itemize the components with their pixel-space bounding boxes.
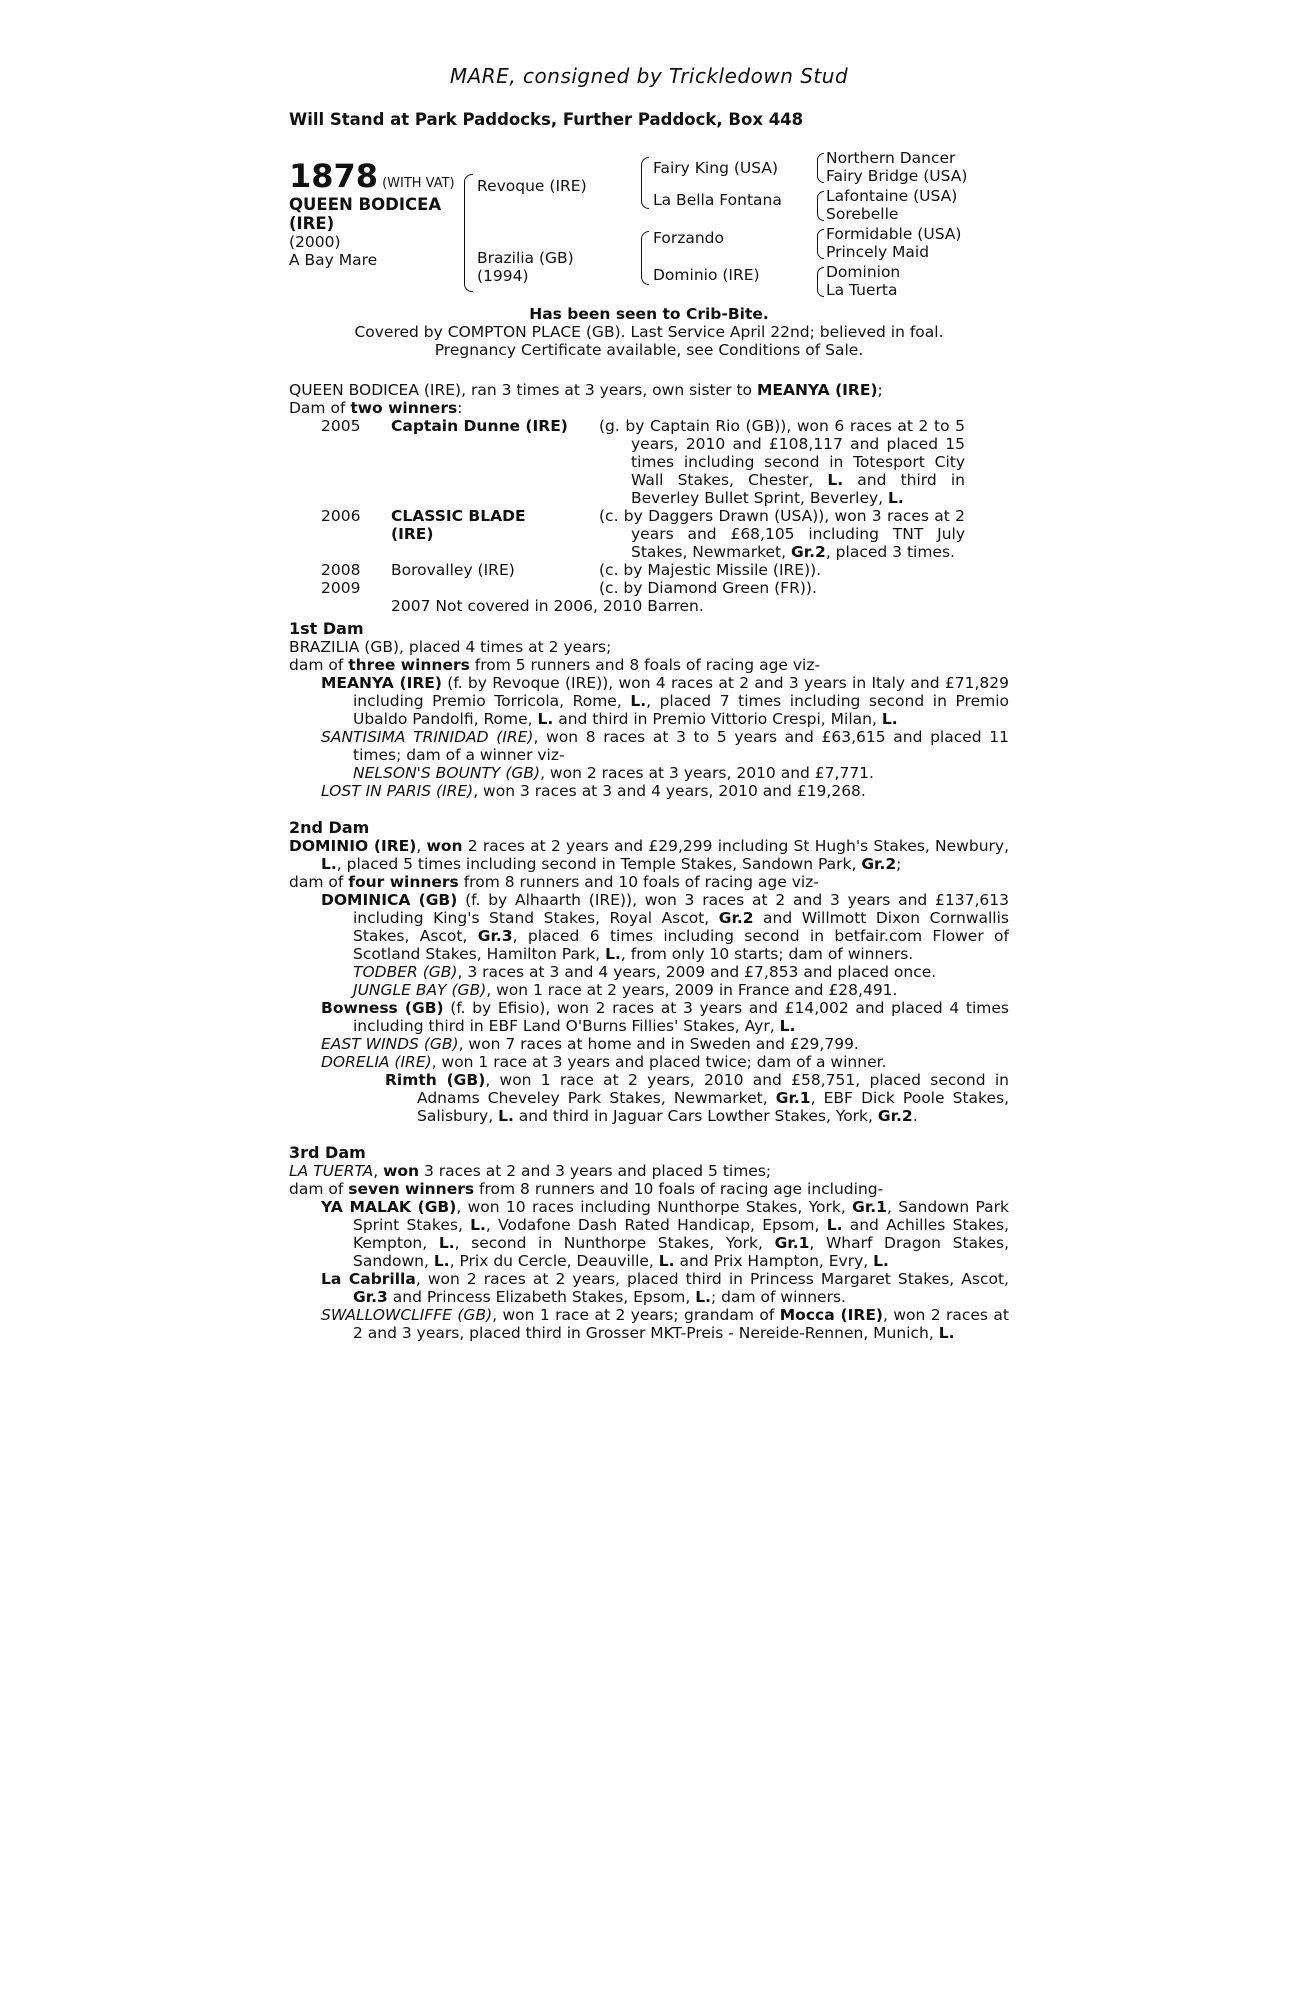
sire-sire-sire: Northern Dancer [826,149,956,167]
text: and Princess Elizabeth Stakes, Epsom, [387,1288,696,1306]
grade: L. [779,1017,796,1035]
horse-name: DOMINIO (IRE) [289,837,417,855]
second-dam-heading: 2nd Dam [289,818,370,837]
grade: L. [938,1324,955,1342]
grade: L. [470,1216,486,1234]
horse-name: SWALLOWCLIFFE (GB) [321,1306,493,1324]
horse-name: EAST WINDS (GB) [321,1035,459,1053]
winners-count: three winners [348,656,470,674]
grade: L. [695,1288,712,1306]
horse-name: MEANYA (IRE) [321,674,442,692]
progeny-desc-text: (c. by Daggers Drawn (USA)), won 3 races at 2 years and £68,105 including TNT July Stakes, Newmarket, [599,507,965,561]
horse-name: Rimth (GB) [385,1071,486,1089]
third-dam-heading: 3rd Dam [289,1143,366,1162]
dam-dam: Dominio (IRE) [653,266,760,284]
grade: L. [873,1252,889,1270]
grade: L. [658,1252,675,1270]
grade: Gr.1 [775,1089,811,1107]
pedigree-block [289,149,1009,309]
grade: Gr.3 [353,1288,388,1306]
santisima-entry [289,728,1009,764]
grade: L. [537,710,554,728]
winners-count: two winners [350,399,458,417]
progeny-desc: (c. by Majestic Missile (IRE)). [599,561,822,579]
text: , from only 10 starts; dam of winners. [620,945,914,963]
text: from 5 runners and 8 foals of racing age viz- [469,656,821,674]
horse-name: SANTISIMA TRINIDAD (IRE) [321,728,534,746]
progeny-desc [599,417,1009,507]
sd-brace [817,191,824,221]
progeny-desc: (c. by Diamond Green (FR)). [599,579,817,597]
grade: Gr.2 [718,909,754,927]
text: , placed 5 times including second in Temple Stakes, Sandown Park, [336,855,862,873]
horse-name: YA MALAK (GB) [321,1198,457,1216]
intro-end: ; [877,381,883,399]
pedigree-brace [464,174,473,292]
grade: Gr.1 [852,1198,887,1216]
text: , won 1 race at 3 years and placed twice; dam of a winner. [431,1053,887,1071]
first-dam-produce-line [289,656,1009,674]
meanya-entry [289,674,1009,728]
jungle-bay-entry [289,981,1009,999]
sire-dam-sire: Lafontaine (USA) [826,187,958,205]
dam-of-text: Dam of [289,399,351,417]
text: , won 8 races at 3 to 5 years and £63,615 and placed 11 times; dam of a winner viz- [353,728,1009,764]
horse-name: Mocca (IRE) [779,1306,883,1324]
progeny-desc-grade: L. [827,471,844,489]
dam-sire: Forzando [653,229,724,247]
winners-count: four winners [348,873,459,891]
progeny-desc-text: , placed 3 times. [825,543,955,561]
text: and Prix Hampton, Evry, [674,1252,874,1270]
intro-sister: MEANYA (IRE) [756,381,878,399]
nelson-entry [289,764,1009,782]
won-label: won [383,1162,420,1180]
sire-sire: Fairy King (USA) [653,159,778,177]
dominica-entry [289,891,1009,963]
text: , Prix du Cercle, Deauville, [449,1252,659,1270]
east-winds-entry [289,1035,1009,1053]
crib-bite-note: Has been seen to Crib-Bite. [529,305,769,323]
dam-sire-sire: Formidable (USA) [826,225,962,243]
dd-brace [817,267,824,297]
grade: L. [605,945,621,963]
dam-dam-dam: La Tuerta [826,281,898,299]
progeny-name [391,579,599,597]
horse-name: LA TUERTA [289,1162,374,1180]
text: dam of [289,873,349,891]
grade: L. [826,1216,843,1234]
text: , won 2 races at 3 years, 2010 and £7,771. [540,764,874,782]
ya-malak-entry [289,1198,1009,1270]
horse-name: NELSON'S BOUNTY (GB) [353,764,541,782]
horse-name: Bowness (GB) [321,999,444,1017]
text: , won 2 races at 2 years, placed third in Princess Margaret Stakes, Ascot, [415,1270,1009,1288]
text: and third in Jaguar Cars Lowther Stakes, York, [513,1107,878,1125]
text: , won 1 race at 2 years; grandam of [492,1306,780,1324]
text: , 3 races at 3 and 4 years, 2009 and £7,853 and placed once. [457,963,937,981]
bowness-entry [289,999,1009,1035]
progeny-desc-text: and third in Beverley Bullet Sprint, Beverley, [631,471,966,507]
text: , won 2 races at 2 and 3 years, placed third in Grosser MKT-Preis - Nereide-Rennen, Munich, [353,1306,1009,1342]
horse-name-suffix: (IRE) [289,214,335,233]
catalogue-page [289,64,1009,1342]
grade: L. [438,1234,455,1252]
dam-brace [641,231,649,285]
sire: Revoque (IRE) [477,177,587,195]
sire-dam-dam: Sorebelle [826,205,899,223]
vat-label: (WITH VAT) [382,176,455,191]
text: , placed 7 times including second in Premio Ubaldo Pandolfi, Rome, [353,692,1009,728]
todber-entry [289,963,1009,981]
text: and Achilles Stakes, Kempton, [353,1216,1009,1252]
dam-of-line [289,399,1009,417]
lot-number: 1878 [289,157,379,195]
grade: Gr.3 [477,927,513,945]
horse-name: QUEEN BODICEA [289,195,442,214]
intro-line [289,381,1009,399]
ss-brace [817,153,824,183]
won-label: won [426,837,463,855]
text: dam of [289,656,349,674]
progeny-desc [599,507,1009,561]
rimth-entry [289,1071,1009,1125]
text: , won 3 races at 3 and 4 years, 2010 and £19,268. [473,782,866,800]
text: (f. by Revoque (IRE)), won 4 races at 2 and 3 years in Italy and £71,829 including Premio Torricola, Rome, [353,674,1009,710]
grade: L. [433,1252,450,1270]
progeny-name: Borovalley (IRE) [391,561,515,579]
pregnancy-note: Pregnancy Certificate available, see Conditions of Sale. [434,341,864,359]
first-dam-heading: 1st Dam [289,619,364,638]
lost-in-paris-entry [289,782,1009,800]
text: , won 1 race at 2 years, 2009 in France and £28,491. [486,981,898,999]
text: , Wharf Dragon Stakes, Sandown, [353,1234,1010,1270]
horse-name: JUNGLE BAY (GB) [353,981,487,999]
dam: Brazilia (GB) [477,249,574,267]
sire-brace [641,157,649,209]
second-dam-produce-line [289,873,1009,891]
text: and Willmott Dixon Cornwallis Stakes, Ascot, [353,909,1009,945]
page-title: MARE, consigned by Trickledown Stud [449,64,849,88]
text: ; dam of winners. [711,1288,846,1306]
text: 2 races at 2 years and £29,299 including St Hugh's Stakes, Newbury, [462,837,1009,855]
text: , placed 6 times including second in betfair.com Flower of Scotland Stakes, Hamilton Park, [353,927,1009,963]
horse-name: La Cabrilla [321,1270,416,1288]
sire-sire-dam: Fairy Bridge (USA) [826,167,968,185]
horse-name: DORELIA (IRE) [321,1053,432,1071]
la-cabrilla-entry [289,1270,1009,1306]
grade: L. [321,855,337,873]
grade: Gr.2 [861,855,897,873]
text: ; [896,855,902,873]
progeny-year: 2009 [321,579,361,597]
text: (f. by Efisio), won 2 races at 3 years and £14,002 and placed 4 times including third in EBF Land O'Burns Fillies' Stakes, Ayr, [353,999,1009,1035]
text: and third in Premio Vittorio Crespi, Milan, [553,710,882,728]
grade: L. [498,1107,514,1125]
progeny-year: 2005 [321,417,361,435]
horse-description: A Bay Mare [289,251,378,269]
text: , won 7 races at home and in Sweden and £29,799. [458,1035,859,1053]
third-dam-line: LA TUERTA, won 3 races at 2 and 3 years and placed 5 times; [289,1162,772,1180]
grade: Gr.2 [877,1107,913,1125]
text: , EBF Dick Poole Stakes, Salisbury, [417,1089,1009,1125]
text: (f. by Alhaarth (IRE)), won 3 races at 2 and 3 years and £137,613 including King's Stand Stakes, Royal Ascot, [353,891,1009,927]
progeny-desc-grade: L. [888,489,904,507]
text: from 8 runners and 10 foals of racing age viz- [458,873,819,891]
intro-text: QUEEN BODICEA (IRE), ran 3 times at 3 years, own sister to [289,381,757,399]
progeny-name: CLASSIC BLADE (IRE) [391,507,526,543]
dorelia-entry [289,1053,1009,1071]
dam-of-end: : [457,399,463,417]
text: from 8 runners and 10 foals of racing age including- [474,1180,884,1198]
text: 3 races at 2 and 3 years and placed 5 times; [419,1162,772,1180]
lot-info [289,149,455,269]
swallowcliffe-entry [289,1306,1009,1342]
dam-sire-dam: Princely Maid [826,243,930,261]
progeny-desc-text: (g. by Captain Rio (GB)), won 6 races at 2 to 5 years, 2010 and £108,117 and placed 15 times including second in Totesport City Wall Stakes, Chester, [599,417,965,489]
progeny-note: 2007 Not covered in 2006, 2010 Barren. [391,597,704,615]
winners-count: seven winners [348,1180,475,1198]
first-dam-line: BRAZILIA (GB), placed 4 times at 2 years; [289,638,612,656]
third-dam-produce-line [289,1180,1009,1198]
text: , won 1 race at 2 years, 2010 and £58,751, placed second in Adnams Cheveley Park Stakes, Newmarket, [417,1071,1009,1107]
horse-name: LOST IN PARIS (IRE) [321,782,474,800]
grade: L. [630,692,647,710]
horse-name: DOMINICA (GB) [321,891,458,909]
dam-dam-sire: Dominion [826,263,901,281]
text: . [912,1107,918,1125]
horse-year: (2000) [289,233,341,251]
dam-year: (1994) [477,267,529,285]
second-dam-line: DOMINIO (IRE), won 2 races at 2 years and £29,299 including St Hugh's Stakes, Newbury, L., placed 5 times including second in Temple Stakes, Sandown Park, Gr.2; [289,837,1009,873]
progeny-desc-grade: Gr.2 [790,543,826,561]
grade: Gr.1 [774,1234,810,1252]
text: , Vodafone Dash Rated Handicap, Epsom, [485,1216,827,1234]
covered-note: Covered by COMPTON PLACE (GB). Last Service April 22nd; believed in foal. [354,323,944,341]
progeny-year: 2008 [321,561,361,579]
progeny-year: 2006 [321,507,361,525]
sire-dam: La Bella Fontana [653,191,782,209]
text: , won 10 races including Nunthorpe Stakes, York, [456,1198,853,1216]
text: dam of [289,1180,349,1198]
text: , Sandown Park Sprint Stakes, [353,1198,1009,1234]
progeny-list [289,417,1009,597]
progeny-name: Captain Dunne (IRE) [391,417,568,435]
text: , second in Nunthorpe Stakes, York, [454,1234,775,1252]
horse-name: TODBER (GB) [353,963,458,981]
ds-brace [817,229,824,259]
grade: L. [881,710,898,728]
stand-location: Will Stand at Park Paddocks, Further Paddock, Box 448 [289,110,804,129]
